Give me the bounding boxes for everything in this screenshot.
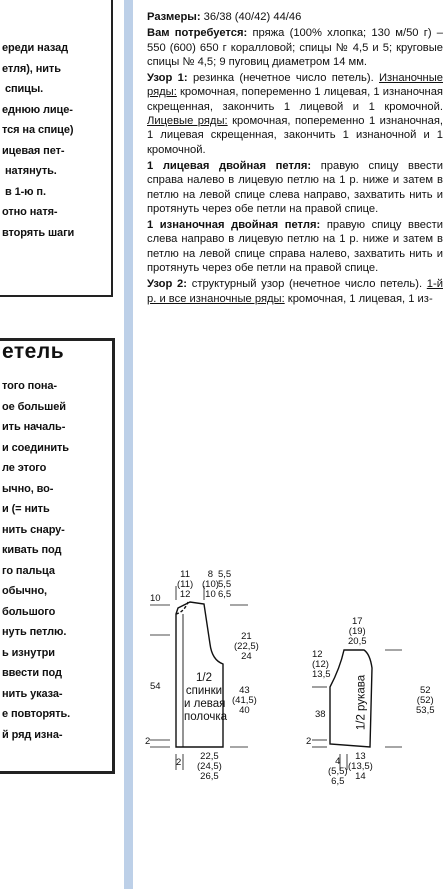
knit-double-label: 1 лицевая двойная петля: [147,159,312,172]
sleeve-left-height-dim: 38 [315,709,326,720]
purl-double-text: правую спицу ввести слева направо в лицевую петлю на 1 р. ниже и затем в петлю на левой спице справа налево, захватить нить и протянуть через обе петли на правой спице. [147,219,443,275]
body-top-width-a: 11 (11) 12 [177,569,194,600]
sizes-label: Размеры: [147,11,201,23]
sleeve-right-height-dim: 52 (52) 53,5 [416,685,435,716]
materials-paragraph [147,26,443,69]
body-left-rib-dim: 2 [145,736,151,747]
sleeve-top-width-dim: 17 (19) 20,5 [348,616,367,647]
pattern1-right-rows-label: Лицевые ряды: [147,115,228,128]
sleeve-left-top-dim: 12 (12) 13,5 [312,649,331,680]
left-text-fragment-bottom: того пона- ое большей ить началь- и соединить ле этого ычно, во- и (= нить нить снару- кивать под го пальца обычно, большого нуть петлю. ь изнутри ввести под нить указа- е повторять. й ряд изна- [2,380,71,741]
left-text-fragment-top: ереди назад етля), нить спицы. еднюю лице- тся на спице) ицевая пет- натянуть. в 1-ю п. отно натя- вторять шаги [2,42,75,239]
column-divider-stripe [124,0,133,889]
knit-double-text: правую спицу ввести справа налево в лицевую петлю на 1 р. ниже и затем в петлю на левой спице слева направо, захватить нить и протянуть через обе петли на правой спице. [147,159,443,215]
left-column-cropped [0,0,116,889]
body-right-upper-dim: 21 (22,5) 24 [234,631,259,662]
purl-double-label: 1 изнаночная двойная петля: [147,219,321,232]
pattern2-rows-text: кромочная, 1 лицевая, 1 из- [284,292,433,305]
pattern2-rows-label: 1-й р. и все изнаночные ряды: [147,278,443,305]
pattern1-paragraph [147,71,443,157]
body-bottom-width-dim: 22,5 (24,5) 26,5 [197,751,222,782]
materials-label: Вам потребуется: [147,27,248,40]
body-top-width-c: 5,5 5,5 6,5 [218,569,232,600]
knit-double-paragraph [147,159,443,216]
sizes-paragraph [147,10,443,24]
pattern2-label: Узор 2: [147,278,188,291]
body-piece-label: 1/2 спинки и левая полочка [184,672,228,723]
body-bottom-placket-dim: 2 [176,757,182,768]
sleeve-bottom-cuff-dim: 4 (5,5) 6,5 [328,756,348,787]
sleeve-bottom-width-dim: 13 (13,5) 14 [348,751,373,782]
sleeve-left-rib-dim: 2 [306,736,312,747]
body-top-width-b: 8 (10) 10 [202,569,219,600]
purl-double-paragraph [147,218,443,275]
pattern1-wrong-rows-text: кромочная, попеременно 1 лицевая, 1 изнаночная скрещенная, закончить 1 лицевой и 1 кромочной. [147,86,443,113]
sleeve-piece-label: 1/2 рукава [355,674,368,731]
left-box-bottom-title: етель [2,340,65,363]
pattern1-right-rows-text: кромочная, попеременно 1 изнаночная, 1 лицевая скрещенная, закончить 1 изнаночной и 1 кромочной. [147,115,443,156]
pattern2-paragraph [147,277,443,306]
body-left-height-dim: 54 [150,681,161,692]
sizes-value: 36/38 (40/42) 44/46 [200,11,302,23]
pattern1-intro: резинка (нечетное число петель). [187,72,379,85]
instructions-column [147,10,443,308]
pattern1-wrong-rows-label: Изнаночные ряды: [147,72,443,99]
materials-value: пряжа (100% хлопка; 130 м/50 г) – 550 (600) 650 г коралловой; спицы № 4,5 и 5; круговые спицы № 4,5; 9 пуговиц диаметром 14 мм. [147,27,444,68]
body-left-top-dim: 10 [150,593,161,604]
pattern2-intro: структурный узор (нечетное число петель). [187,278,427,291]
pattern-schematic [140,569,445,787]
pattern1-label: Узор 1: [147,72,188,85]
body-right-lower-dim: 43 (41,5) 40 [232,685,257,716]
